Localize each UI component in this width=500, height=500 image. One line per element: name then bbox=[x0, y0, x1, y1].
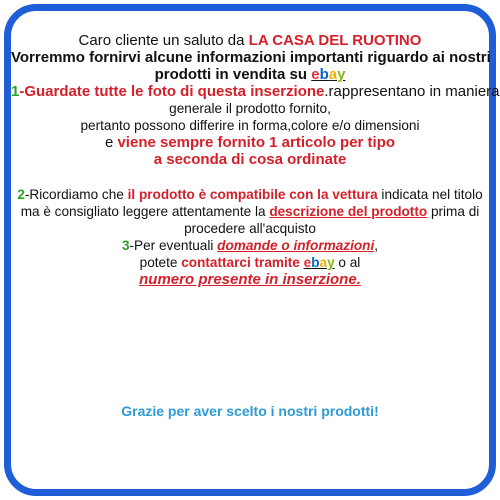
point-2-post: indicata nel titolo bbox=[377, 187, 483, 202]
notice-content bbox=[11, 11, 500, 288]
point-2-line-2-post: prima di bbox=[427, 204, 480, 219]
point-1-rest: .rappresentano in maniera bbox=[324, 83, 500, 100]
point-1-line-5: a seconda di cosa ordinate bbox=[153, 151, 347, 168]
point-3-line-2-pre: potete bbox=[139, 255, 182, 270]
thank-you-message: Grazie per aver scelto i nostri prodotti! bbox=[121, 403, 379, 419]
product-description-link[interactable]: descrizione del prodotto bbox=[269, 204, 428, 219]
point-1-highlight: viene sempre fornito 1 articolo per tipo bbox=[117, 134, 396, 151]
phone-number-link[interactable]: numero presente in inserzione. bbox=[139, 271, 361, 288]
intro-line-1: Vorremmo fornirvi alcune informazioni importanti riguardo ai nostri bbox=[11, 49, 491, 66]
point-2-line-2 bbox=[11, 203, 489, 220]
point-3-line-2-post: o al bbox=[334, 255, 361, 270]
point-1-line-4 bbox=[11, 134, 489, 151]
point-3-pre: -Per eventuali bbox=[129, 238, 218, 253]
questions-link[interactable]: domande o informazioni bbox=[217, 238, 375, 253]
shop-name: LA CASA DEL RUOTINO bbox=[248, 32, 422, 49]
point-3-post: , bbox=[374, 238, 379, 253]
point-2-pre: -Ricordiamo che bbox=[24, 187, 128, 202]
point-1-number: 1 bbox=[11, 83, 20, 100]
point-2-highlight: il prodotto è compatibile con la vettura bbox=[127, 187, 378, 202]
greeting-text: Caro cliente un saluto da bbox=[78, 32, 249, 49]
point-2-line-3: procedere all'acquisto bbox=[184, 221, 316, 236]
point-1-line-2: generale il prodotto fornito, bbox=[169, 101, 331, 116]
greeting-line bbox=[11, 32, 489, 49]
intro-line-2-text: prodotti in vendita su bbox=[154, 66, 312, 83]
intro-line-2 bbox=[11, 66, 489, 83]
point-2-number: 2 bbox=[17, 187, 25, 202]
point-1-line-4-pre: e bbox=[104, 134, 118, 151]
point-2-line-1 bbox=[11, 186, 489, 203]
point-3-line-2 bbox=[11, 254, 489, 271]
point-1-line-3: pertanto possono differire in forma,colore e/o dimensioni bbox=[80, 118, 420, 133]
point-1-line-1 bbox=[11, 83, 500, 100]
point-3-number: 3 bbox=[121, 238, 130, 253]
point-3-highlight: contattarci tramite bbox=[181, 255, 304, 270]
point-3-line-1 bbox=[11, 237, 489, 254]
point-1-lead: -Guardate tutte le foto di questa inserzione bbox=[19, 83, 325, 100]
point-2-line-2-pre: ma è consigliato leggere attentamente la bbox=[20, 204, 270, 219]
ebay-logo: ebay bbox=[311, 66, 346, 83]
ebay-logo-2: ebay bbox=[303, 255, 335, 270]
